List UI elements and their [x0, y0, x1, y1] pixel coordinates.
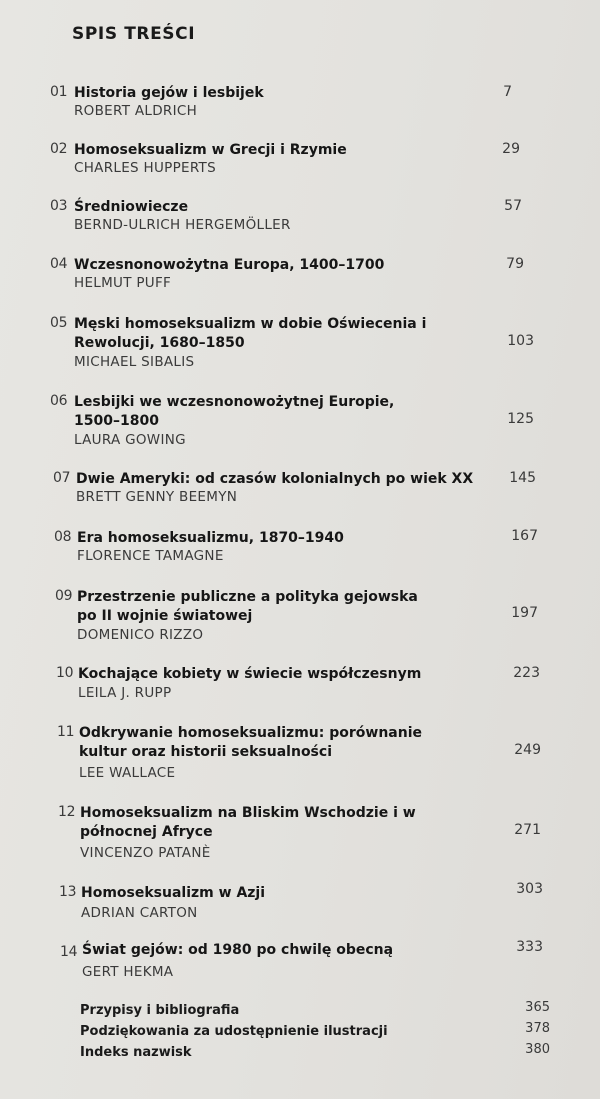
chapter-title: Wczesnonowożytna Europa, 1400–1700: [74, 257, 385, 273]
chapter-title: Homoseksualizm w Azji: [81, 885, 266, 901]
chapter-title: Homoseksualizm na Bliskim Wschodzie i w północnej Afryce: [80, 805, 416, 840]
page-number: 271: [514, 822, 541, 838]
chapter-author: BRETT GENNY BEEMYN: [76, 489, 238, 505]
chapter-title: Świat gejów: od 1980 po chwilę obecną: [82, 942, 394, 958]
chapter-title: Odkrywanie homoseksualizmu: porównanie kultur oraz historii seksualności: [79, 725, 422, 760]
chapter-author: MICHAEL SIBALIS: [74, 354, 195, 370]
extra-title: Indeks nazwisk: [80, 1045, 192, 1060]
chapter-author: HELMUT PUFF: [74, 275, 172, 291]
page-number: 167: [511, 528, 538, 544]
chapter-author: CHARLES HUPPERTS: [74, 160, 216, 176]
page-number: 378: [525, 1021, 550, 1036]
chapter-author: LAURA GOWING: [74, 432, 186, 448]
chapter-number: 10: [56, 665, 74, 681]
chapter-author: BERND-ULRICH HERGEMÖLLER: [74, 217, 291, 233]
chapter-number: 12: [58, 804, 76, 820]
chapter-author: ROBERT ALDRICH: [74, 103, 198, 119]
chapter-title: Przestrzenie publiczne a polityka gejowska po II wojnie światowej: [77, 589, 418, 624]
page-number: 125: [507, 411, 534, 427]
page-number: 29: [502, 141, 520, 157]
chapter-author: DOMENICO RIZZO: [77, 627, 204, 643]
chapter-number: 09: [55, 588, 73, 604]
page-number: 79: [506, 256, 524, 272]
chapter-number: 14: [60, 944, 78, 960]
page-number: 333: [516, 939, 543, 955]
chapter-title: Męski homoseksualizm w dobie Oświecenia i Rewolucji, 1680–1850: [74, 316, 427, 351]
chapter-number: 04: [50, 256, 68, 272]
extra-title: Podziękowania za udostępnienie ilustracji: [80, 1024, 388, 1039]
page-number: 223: [513, 665, 540, 681]
toc-extra-entry: [80, 1000, 550, 1018]
page-number: 197: [511, 605, 538, 621]
chapter-number: 02: [50, 141, 68, 157]
page-number: 249: [514, 742, 541, 758]
chapter-title: Historia gejów i lesbijek: [74, 85, 264, 101]
page-number: 145: [509, 470, 536, 486]
page-number: 7: [503, 84, 512, 100]
toc-extra-entry: [80, 1021, 550, 1039]
page-number: 303: [516, 881, 543, 897]
chapter-author: VINCENZO PATANÈ: [80, 845, 211, 861]
chapter-title: Dwie Ameryki: od czasów kolonialnych po wiek XX: [76, 471, 474, 487]
page-number: 365: [525, 1000, 550, 1015]
extra-title: Przypisy i bibliografia: [80, 1003, 240, 1018]
chapter-number: 01: [50, 84, 68, 100]
chapter-title: Średniowiecze: [74, 199, 189, 215]
chapter-number: 06: [50, 393, 68, 409]
chapter-number: 05: [50, 315, 68, 331]
chapter-author: ADRIAN CARTON: [81, 905, 198, 921]
chapter-author: FLORENCE TAMAGNE: [77, 548, 224, 564]
page-number: 57: [504, 198, 522, 214]
chapter-number: 13: [59, 884, 77, 900]
page-number: 380: [525, 1042, 550, 1057]
chapter-author: LEE WALLACE: [79, 765, 176, 781]
chapter-title: Homoseksualizm w Grecji i Rzymie: [74, 142, 347, 158]
chapter-title: Lesbijki we wczesnonowożytnej Europie, 1500–1800: [74, 394, 395, 429]
chapter-number: 08: [54, 529, 72, 545]
chapter-author: LEILA J. RUPP: [78, 685, 172, 701]
toc-extra-entry: [80, 1042, 550, 1060]
chapter-title: Kochające kobiety w świecie współczesnym: [78, 666, 422, 682]
chapter-number: 03: [50, 198, 68, 214]
page-number: 103: [507, 333, 534, 349]
page-title: SPIS TREŚCI: [72, 24, 196, 44]
chapter-number: 11: [57, 724, 75, 740]
chapter-title: Era homoseksualizmu, 1870–1940: [77, 530, 344, 546]
chapter-number: 07: [53, 470, 71, 486]
chapter-author: GERT HEKMA: [82, 964, 174, 980]
